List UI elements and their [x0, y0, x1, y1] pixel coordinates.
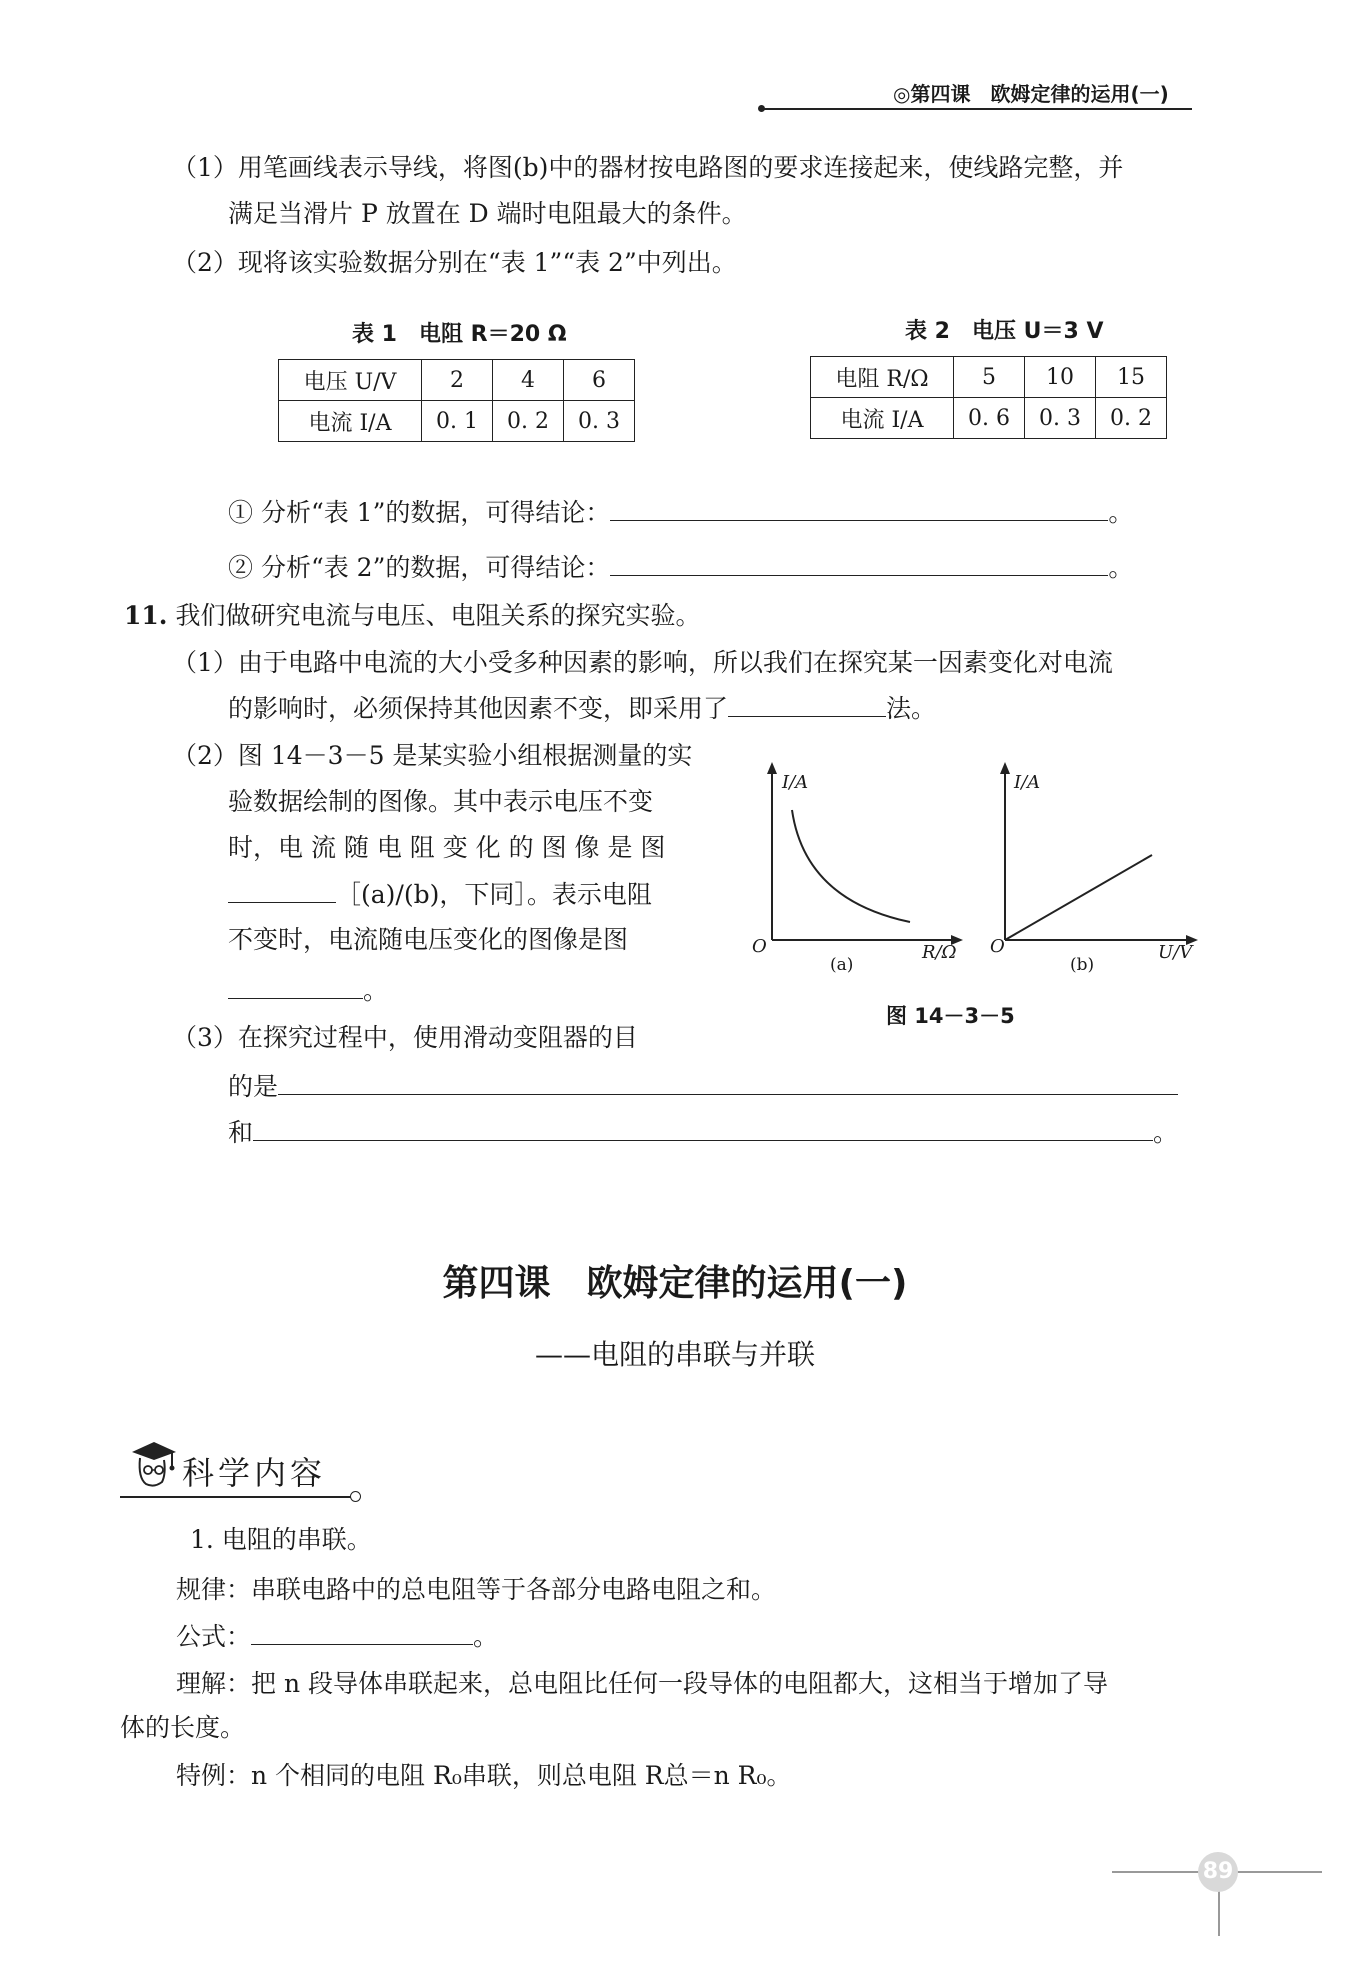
answer-blank[interactable] [228, 972, 363, 999]
graph-a-sub: (a) [830, 955, 854, 975]
header-rule [762, 108, 1192, 110]
table2-cell: 0. 6 [954, 398, 1025, 439]
lesson-title: 第四课 欧姆定律的运用(一) [442, 1263, 908, 1304]
q10-part1-line2: 满足当滑片 P 放置在 D 端时电阻最大的条件。 [228, 199, 747, 228]
answer-blank[interactable] [228, 876, 336, 903]
section-underline-dot [350, 1491, 361, 1502]
page-number: 89 [1202, 1859, 1234, 1884]
q11-number: 11. [124, 601, 168, 630]
table2-cell: 15 [1096, 357, 1167, 398]
table1-row-current [279, 401, 635, 442]
table1 [278, 359, 635, 442]
q10-analysis-2: ② 分析“表 2”的数据，可得结论： 。 [228, 549, 1133, 586]
section-underline [120, 1496, 352, 1498]
q11-part2-line2: 验数据绘制的图像。其中表示电压不变 [228, 787, 654, 816]
figure-graphs [740, 760, 1210, 980]
table2-row-current [811, 398, 1167, 439]
q10-part2: （2）现将该实验数据分别在“表 1”“表 2”中列出。 [172, 248, 737, 277]
figure-caption: 图 14－3－5 [886, 1004, 1015, 1028]
table1-row-voltage [279, 360, 635, 401]
table2-row-resistance [811, 357, 1167, 398]
content-rule: 规律：串联电路中的总电阻等于各部分电路电阻之和。 [176, 1575, 777, 1604]
table2 [810, 356, 1167, 439]
running-header: ◎第四课 欧姆定律的运用(一) [893, 82, 1169, 106]
content-formula: 公式： 。 [176, 1618, 498, 1655]
graph-b-sub: (b) [1070, 955, 1095, 975]
answer-blank[interactable] [251, 1618, 473, 1645]
table2-cell: 0. 2 [1096, 398, 1167, 439]
table1-label: 电流 I/A [279, 401, 422, 442]
content-understand-line2: 体的长度。 [120, 1713, 246, 1742]
table1-cell: 0. 2 [493, 401, 564, 442]
table2-caption: 表 2 电压 U＝3 V [905, 319, 1104, 344]
table1-cell: 4 [493, 360, 564, 401]
graph-b-y-arrow [1000, 762, 1010, 774]
graph-a-y-arrow [767, 762, 777, 774]
q10-analysis-1: ① 分析“表 1”的数据，可得结论： 。 [228, 494, 1133, 531]
q11-stem: 11. 我们做研究电流与电压、电阻关系的探究实验。 [124, 601, 701, 630]
q11-part3-line1: （3）在探究过程中，使用滑动变阻器的目 [172, 1023, 638, 1052]
q11-part2-line5: 不变时，电流随电压变化的图像是图 [228, 925, 629, 954]
table1-cell: 0. 1 [422, 401, 493, 442]
graph-b-x-label: U/V [1158, 942, 1193, 963]
answer-blank[interactable] [610, 494, 1108, 521]
graph-a-x-label: R/Ω [922, 942, 957, 963]
table1-caption: 表 1 电阻 R＝20 Ω [352, 322, 567, 347]
graph-b-line [1005, 855, 1152, 940]
content-item-1: 1. 电阻的串联。 [190, 1525, 372, 1554]
q11-part2-line4: ［(a)/(b)，下同］。表示电阻 [228, 876, 652, 913]
q11-part1-line1: （1）由于电路中电流的大小受多种因素的影响，所以我们在探究某一因素变化对电流 [172, 648, 1113, 677]
table1-cell: 2 [422, 360, 493, 401]
answer-blank[interactable] [253, 1114, 1153, 1141]
lesson-subtitle: ——电阻的串联与并联 [534, 1338, 815, 1371]
header-rule-dot [758, 105, 765, 112]
q11-part2-line1: （2）图 14－3－5 是某实验小组根据测量的实 [172, 741, 693, 770]
graph-a-origin: O [752, 936, 767, 957]
table2-cell: 5 [954, 357, 1025, 398]
q11-part3-line2: 的是 [228, 1068, 1178, 1105]
q11-part3-line3: 和 。 [228, 1114, 1178, 1151]
graph-a-curve [792, 810, 910, 922]
content-understand-line1: 理解：把 n 段导体串联起来，总电阻比任何一段导体的电阻都大，这相当于增加了导 [176, 1669, 1108, 1698]
page-number-badge [1198, 1852, 1238, 1892]
table2-cell: 10 [1025, 357, 1096, 398]
q11-part2-line6: 。 [228, 972, 388, 1009]
q11-part2-line3: 时，电 流 随 电 阻 变 化 的 图 像 是 图 [228, 833, 666, 862]
graph-b-y-label: I/A [1014, 772, 1041, 793]
answer-blank[interactable] [610, 549, 1108, 576]
answer-blank[interactable] [278, 1068, 1178, 1095]
graph-a-y-label: I/A [782, 772, 809, 793]
content-special: 特例：n 个相同的电阻 R₀串联，则总电阻 R总＝n R₀。 [176, 1761, 792, 1790]
table1-cell: 6 [564, 360, 635, 401]
q11-part1-line2: 的影响时，必须保持其他因素不变，即采用了 法。 [228, 690, 936, 727]
answer-blank[interactable] [728, 690, 886, 717]
table2-cell: 0. 3 [1025, 398, 1096, 439]
table2-label: 电流 I/A [811, 398, 954, 439]
q10-part1-line1: （1）用笔画线表示导线，将图(b)中的器材按电路图的要求连接起来，使线路完整，并 [172, 153, 1124, 182]
scholar-cap-icon [128, 1438, 180, 1490]
table1-label: 电压 U/V [279, 360, 422, 401]
table1-cell: 0. 3 [564, 401, 635, 442]
graph-b-origin: O [990, 936, 1005, 957]
table2-label: 电阻 R/Ω [811, 357, 954, 398]
section-title: 科学内容 [182, 1454, 327, 1492]
